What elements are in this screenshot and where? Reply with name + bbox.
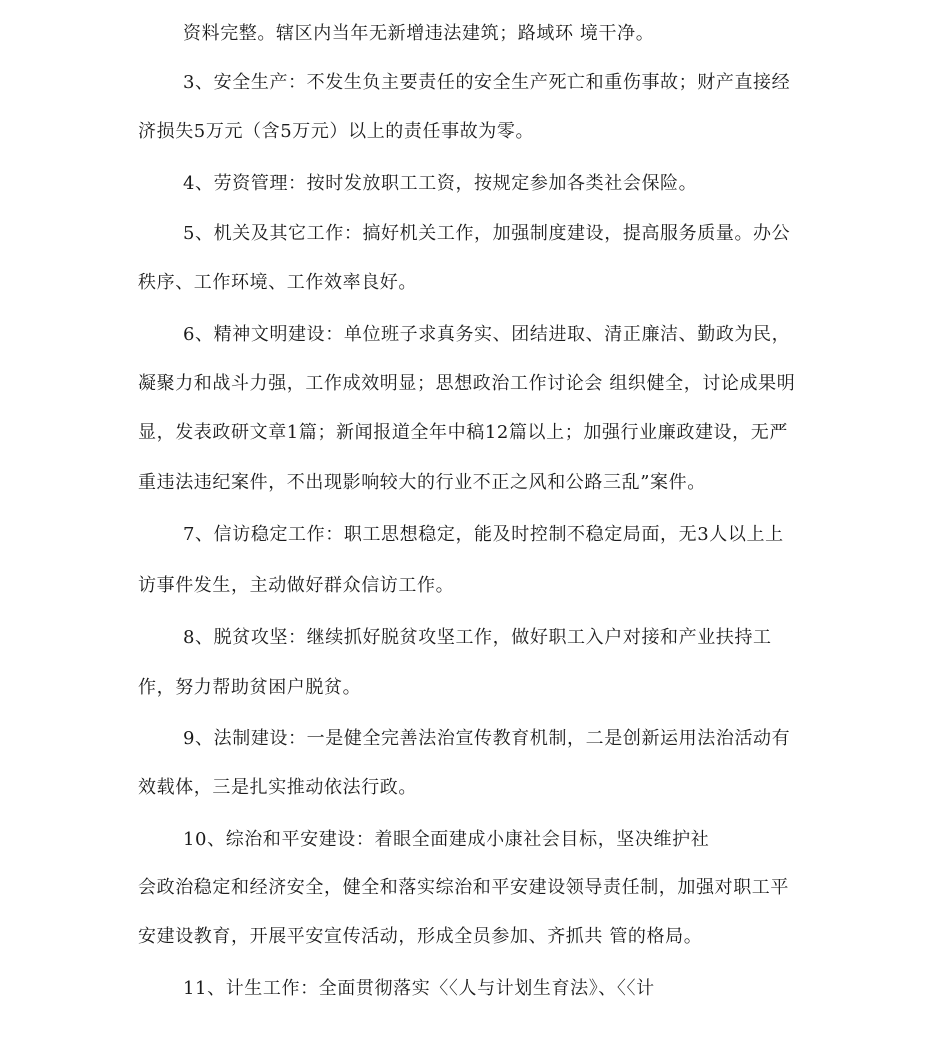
text-line: 3、安全生产：不发生负主要责任的安全生产死亡和重伤事故；财产直接经 [183, 72, 791, 93]
text-line: 秩序、工作环境、工作效率良好。 [138, 272, 417, 293]
text-line: 会政治稳定和经济安全，健全和落实综治和平安建设领导责任制，加强对职工平 [138, 877, 789, 898]
text-line: 8、脱贫攻坚：继续抓好脱贫攻坚工作，做好职工入户对接和产业扶持工 [183, 627, 772, 648]
text-line: 安建设教育，开展平安宣传活动，形成全员参加、齐抓共 管的格局。 [138, 926, 703, 947]
text-line: 访事件发生，主动做好群众信访工作。 [138, 575, 455, 596]
text-line: 重违法违纪案件，不出现影响较大的行业不正之风和公路三乱”案件。 [138, 472, 706, 493]
text-line: 6、精神文明建设：单位班子求真务实、团结进取、清正廉洁、勤政为民， [183, 324, 791, 345]
text-line: 9、法制建设：一是健全完善法治宣传教育机制，二是创新运用法治活动有 [183, 728, 791, 749]
text-line: 作，努力帮助贫困户脱贫。 [138, 677, 362, 698]
text-line: 10、综治和平安建设：着眼全面建成小康社会目标，坚决维护社 [183, 829, 710, 850]
text-line: 济损失5万元（含5万元）以上的责任事故为零。 [138, 121, 535, 142]
text-line: 效载体，三是扎实推动依法行政。 [138, 777, 417, 798]
text-line: 显，发表政研文章1篇；新闻报道全年中稿12篇以上；加强行业廉政建设，无严 [138, 422, 788, 443]
text-line: 凝聚力和战斗力强，工作成效明显；思想政治工作讨论会 组织健全，讨论成果明 [138, 373, 796, 394]
text-line: 资料完整。辖区内当年无新增违法建筑；路域环 境干净。 [183, 23, 655, 44]
text-line: 4、劳资管理：按时发放职工工资，按规定参加各类社会保险。 [183, 173, 698, 194]
text-line: 5、机关及其它工作：搞好机关工作，加强制度建设，提高服务质量。办公 [183, 223, 791, 244]
text-line: 11、计生工作：全面贯彻落实〈〈人与计划生育法》、〈〈计 [183, 978, 655, 999]
text-line: 7、信访稳定工作：职工思想稳定，能及时控制不稳定局面，无3人以上上 [183, 524, 784, 545]
